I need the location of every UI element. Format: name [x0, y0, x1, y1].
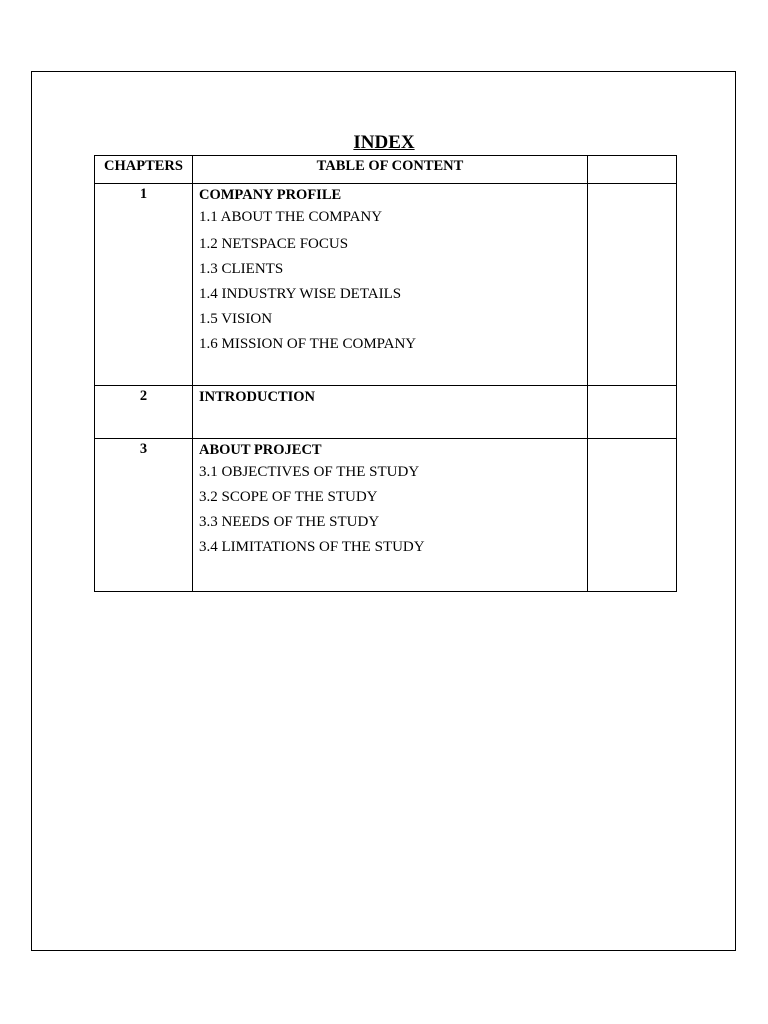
table-row [95, 184, 677, 386]
list-item: 1.4 INDUSTRY WISE DETAILS [199, 286, 402, 302]
list-item: 3.2 SCOPE OF THE STUDY [199, 489, 378, 505]
chapter-number: 1 [95, 184, 193, 386]
chapter-number: 2 [95, 386, 193, 439]
page-cell [588, 439, 677, 592]
chapter-content [193, 184, 588, 386]
page-cell [588, 386, 677, 439]
chapter-number: 3 [95, 439, 193, 592]
page-title: INDEX [353, 132, 415, 153]
table-header-row [95, 156, 677, 184]
chapter-title: INTRODUCTION [199, 389, 316, 405]
chapter-content [193, 386, 588, 439]
list-item: 1.6 MISSION OF THE COMPANY [199, 336, 417, 352]
chapter-title: ABOUT PROJECT [199, 442, 322, 458]
page-cell [588, 184, 677, 386]
table-of-contents [94, 155, 677, 592]
list-item: 3.1 OBJECTIVES OF THE STUDY [199, 464, 420, 480]
header-page [588, 156, 677, 184]
list-item: 1.5 VISION [199, 311, 273, 327]
list-item: 3.4 LIMITATIONS OF THE STUDY [199, 539, 425, 555]
chapter-content [193, 439, 588, 592]
list-item: 1.1 ABOUT THE COMPANY [199, 209, 383, 225]
chapter-title: COMPANY PROFILE [199, 187, 342, 203]
header-chapters: CHAPTERS [95, 156, 193, 184]
table-row [95, 439, 677, 592]
table-row [95, 386, 677, 439]
list-item: 3.3 NEEDS OF THE STUDY [199, 514, 380, 530]
list-item: 1.3 CLIENTS [199, 261, 284, 277]
header-table-of-content: TABLE OF CONTENT [193, 156, 588, 184]
list-item: 1.2 NETSPACE FOCUS [199, 236, 349, 252]
